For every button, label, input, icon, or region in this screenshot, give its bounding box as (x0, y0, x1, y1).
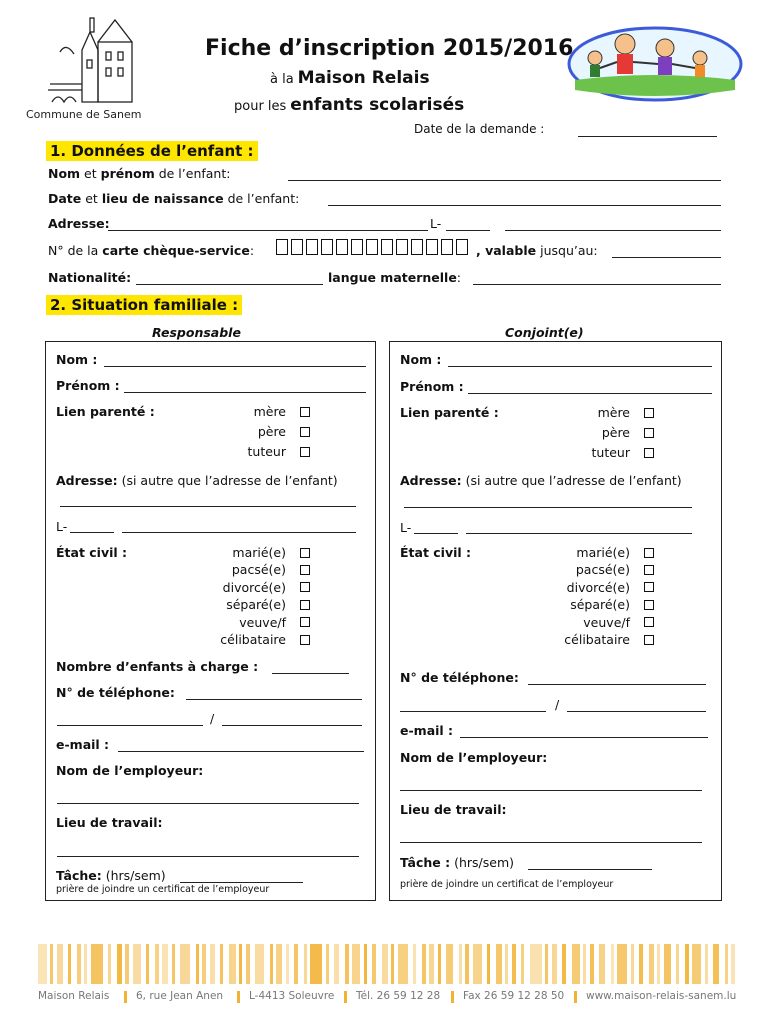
conj-telephone3-field[interactable] (567, 711, 706, 712)
resp-etat-label: État civil : (56, 545, 128, 560)
card-digit-box[interactable] (351, 239, 363, 255)
resp-localite-field[interactable] (122, 532, 356, 533)
resp-lien-option-label: mère (253, 404, 286, 419)
form-subtitle-1: à la Maison Relais (270, 68, 430, 88)
localite-field[interactable] (505, 230, 721, 231)
footer-stripe (117, 944, 122, 984)
code-postal-field[interactable] (446, 230, 490, 231)
conj-etat-option-label: marié(e) (576, 545, 630, 560)
footer-stripe (255, 944, 264, 984)
conj-etat-option-label: divorcé(e) (566, 579, 630, 595)
conj-etat-option-label: veuve/f (583, 614, 630, 630)
conj-lien-option[interactable] (602, 425, 654, 440)
footer-stripe (446, 944, 453, 984)
footer-separator (574, 991, 577, 1003)
footer-stripe (617, 944, 627, 984)
section2-heading: 2. Situation familiale : (46, 295, 242, 315)
date-lieu-field[interactable] (328, 205, 721, 206)
footer-stripe (202, 944, 206, 984)
footer-stripe (326, 944, 329, 984)
conj-email-field[interactable] (460, 737, 708, 738)
conj-localite-field[interactable] (466, 533, 692, 534)
footer-item: Tél. 26 59 12 28 (356, 990, 441, 1002)
conj-etat-label: État civil : (400, 545, 472, 560)
resp-telephone-slash: / (210, 711, 215, 726)
conjoint-frame (389, 341, 722, 901)
resp-prenom-field[interactable] (124, 392, 366, 393)
footer-stripe (133, 944, 141, 984)
footer-stripe (572, 944, 580, 984)
adresse-lprefix: L- (430, 216, 442, 231)
checkbox[interactable] (644, 408, 654, 418)
resp-etat-option-label: célibataire (220, 632, 286, 647)
checkbox[interactable] (644, 617, 654, 627)
checkbox[interactable] (300, 582, 310, 592)
conj-etat-option[interactable] (576, 562, 654, 577)
footer-item: Maison Relais (38, 990, 110, 1002)
resp-nom-label: Nom : (56, 352, 98, 367)
resp-email-field[interactable] (118, 751, 364, 752)
resp-lien-label: Lien parenté : (56, 404, 155, 419)
conj-lien-option-label: tuteur (591, 445, 630, 460)
footer-stripe (68, 944, 71, 984)
resp-telephone-field[interactable] (186, 699, 362, 700)
conj-lien-label: Lien parenté : (400, 405, 499, 420)
footer-stripe (210, 944, 215, 984)
footer-stripe (334, 944, 339, 984)
footer-stripe (473, 944, 482, 984)
conj-etat-option[interactable] (564, 632, 654, 647)
checkbox[interactable] (644, 582, 654, 592)
date-lieu-label: Date et lieu de naissance de l’enfant: (48, 191, 300, 206)
footer-stripe (545, 944, 548, 984)
checkbox[interactable] (300, 635, 310, 645)
langue-field[interactable] (473, 284, 721, 285)
footer-stripe (229, 944, 236, 984)
footer-stripe (713, 944, 719, 984)
conj-etat-option[interactable] (576, 545, 654, 560)
resp-adresse-label: Adresse: (si autre que l’adresse de l’enfant) (56, 473, 338, 488)
footer-stripe (352, 944, 360, 984)
footer-stripe (172, 944, 175, 984)
resp-lieu-travail-field[interactable] (57, 856, 359, 857)
nom-prenom-label: Nom et prénom de l’enfant: (48, 166, 231, 181)
footer-stripe (91, 944, 103, 984)
footer-stripe (180, 944, 190, 984)
footer-stripe (294, 944, 298, 984)
resp-employeur-field[interactable] (57, 803, 359, 804)
resp-adresse-field[interactable] (60, 506, 356, 507)
resp-tache-label: Tâche: (hrs/sem) (56, 868, 166, 883)
conj-adresse-label: Adresse: (si autre que l’adresse de l’enfant) (400, 473, 682, 488)
resp-nb-enfants-label: Nombre d’enfants à charge : (56, 659, 259, 674)
resp-lieu-travail-label: Lieu de travail: (56, 815, 163, 830)
resp-etat-option-label: veuve/f (239, 614, 286, 630)
children-illustration (565, 22, 745, 102)
footer-item: 6, rue Jean Anen (136, 990, 224, 1002)
conj-etat-option-label: célibataire (564, 632, 630, 647)
footer-separator (451, 991, 454, 1003)
footer-stripe (220, 944, 223, 984)
resp-etat-option-label: marié(e) (232, 545, 286, 560)
checkbox[interactable] (300, 447, 310, 457)
checkbox[interactable] (300, 548, 310, 558)
footer-item: Fax 26 59 12 28 50 (463, 990, 565, 1002)
footer-stripe (496, 944, 502, 984)
footer-stripe (246, 944, 250, 984)
conj-prenom-field[interactable] (468, 393, 712, 394)
conj-etat-option-label: séparé(e) (570, 597, 630, 613)
checkbox[interactable] (300, 407, 310, 417)
nationalite-field[interactable] (136, 284, 323, 285)
resp-telephone3-field[interactable] (222, 725, 362, 726)
footer-item[interactable]: www.maison-relais-sanem.lu (586, 990, 737, 1002)
adresse-field[interactable] (108, 230, 428, 231)
checkbox[interactable] (644, 600, 654, 610)
conj-certif-note: prière de joindre un certificat de l’employeur (400, 879, 614, 890)
commune-name: Commune de Sanem (26, 108, 142, 121)
footer-separator (237, 991, 240, 1003)
footer-stripe (465, 944, 469, 984)
carte-cheque-label: N° de la carte chèque-service: (48, 243, 255, 258)
footer-stripe (692, 944, 701, 984)
resp-etat-option-label: divorcé(e) (222, 579, 286, 595)
resp-lien-option-label: tuteur (247, 444, 286, 459)
footer-stripe (196, 944, 199, 984)
conj-etat-option[interactable] (570, 597, 654, 612)
resp-etat-option[interactable] (232, 562, 310, 577)
checkbox[interactable] (644, 565, 654, 575)
card-digit-box[interactable] (291, 239, 303, 255)
footer-stripe (429, 944, 434, 984)
resp-employeur-label: Nom de l’employeur: (56, 763, 204, 778)
checkbox[interactable] (644, 428, 654, 438)
resp-etat-option-label: pacsé(e) (231, 562, 286, 578)
footer-stripe (77, 944, 81, 984)
checkbox[interactable] (300, 565, 310, 575)
conj-lien-option-label: mère (597, 405, 630, 420)
conj-tache-label: Tâche : (hrs/sem) (400, 855, 515, 870)
footer-stripe (391, 944, 394, 984)
checkbox[interactable] (300, 617, 310, 627)
checkbox[interactable] (644, 448, 654, 458)
card-digit-box[interactable] (441, 239, 453, 255)
footer-stripe (562, 944, 566, 984)
form-title: Fiche d’inscription 2015/2016 (205, 36, 574, 61)
footer-stripe (108, 944, 111, 984)
resp-email-label: e-mail : (56, 737, 110, 752)
resp-lien-option-label: père (257, 424, 286, 439)
nationalite-label: Nationalité: (48, 270, 132, 285)
resp-code-postal-field[interactable] (70, 532, 114, 533)
footer-stripe (631, 944, 634, 984)
footer-stripe (487, 944, 490, 984)
resp-nom-field[interactable] (104, 366, 366, 367)
footer-stripe (512, 944, 516, 984)
conj-lieu-travail-field[interactable] (400, 842, 702, 843)
conj-lien-option[interactable] (592, 445, 654, 460)
conj-email-label: e-mail : (400, 723, 454, 738)
footer-stripe (685, 944, 689, 984)
footer-stripe (422, 944, 426, 984)
footer-stripe (725, 944, 728, 984)
section1-heading: 1. Données de l’enfant : (46, 141, 258, 161)
conj-tache-field[interactable] (528, 869, 652, 870)
conj-nom-label: Nom : (400, 352, 442, 367)
footer-stripe (657, 944, 660, 984)
resp-etat-option[interactable] (226, 597, 310, 612)
conj-telephone2-field[interactable] (400, 711, 546, 712)
resp-lien-option[interactable] (254, 404, 310, 419)
conj-employeur-field[interactable] (400, 790, 702, 791)
footer-stripe (57, 944, 63, 984)
resp-etat-option[interactable] (220, 632, 310, 647)
checkbox[interactable] (644, 635, 654, 645)
resp-lien-option[interactable] (258, 424, 310, 439)
form-subtitle-2: pour les enfants scolarisés (234, 95, 465, 115)
card-digit-box[interactable] (336, 239, 348, 255)
footer-stripe (521, 944, 524, 984)
resp-etat-option-label: séparé(e) (226, 597, 286, 613)
col-conjoint-title: Conjoint(e) (505, 325, 584, 340)
footer-stripe (583, 944, 586, 984)
footer-stripe (530, 944, 542, 984)
footer-stripe (276, 944, 282, 984)
checkbox[interactable] (300, 600, 310, 610)
card-digit-box[interactable] (306, 239, 318, 255)
resp-certif-note: prière de joindre un certificat de l’employeur (56, 884, 270, 895)
footer-stripe (705, 944, 708, 984)
footer-stripe (372, 944, 376, 984)
resp-telephone-label: N° de téléphone: (56, 685, 175, 700)
footer-stripe (38, 944, 47, 984)
conj-prenom-label: Prénom : (400, 379, 464, 394)
footer-stripe (286, 944, 289, 984)
conj-telephone-slash: / (555, 697, 560, 712)
commune-logo (26, 12, 160, 127)
card-digit-box[interactable] (396, 239, 408, 255)
resp-prenom-label: Prénom : (56, 378, 120, 393)
nom-prenom-field[interactable] (288, 180, 721, 181)
card-digit-box[interactable] (426, 239, 438, 255)
footer-stripe (364, 944, 367, 984)
card-digit-box[interactable] (276, 239, 288, 255)
footer-stripe (270, 944, 273, 984)
footer-separator (344, 991, 347, 1003)
footer-stripe (599, 944, 605, 984)
footer-stripe (162, 944, 168, 984)
card-digit-box[interactable] (381, 239, 393, 255)
resp-etat-option[interactable] (223, 580, 310, 595)
valable-field[interactable] (612, 257, 721, 258)
card-digit-box[interactable] (366, 239, 378, 255)
conj-telephone-label: N° de téléphone: (400, 670, 519, 685)
footer-stripe (438, 944, 441, 984)
footer-stripe (345, 944, 349, 984)
carte-cheque-boxes[interactable] (276, 239, 471, 257)
conj-lien-option[interactable] (598, 405, 654, 420)
footer-stripe (639, 944, 643, 984)
resp-etat-option[interactable] (239, 615, 310, 630)
conj-telephone-field[interactable] (528, 684, 706, 685)
conj-adresse-field[interactable] (404, 507, 692, 508)
footer-stripes (38, 944, 733, 984)
footer-stripe (676, 944, 679, 984)
col-responsable-title: Responsable (152, 325, 241, 340)
date-demande-field[interactable] (578, 136, 717, 137)
conj-lieu-travail-label: Lieu de travail: (400, 802, 507, 817)
footer-stripe (664, 944, 671, 984)
checkbox[interactable] (300, 427, 310, 437)
footer-stripe (459, 944, 462, 984)
footer-stripe (398, 944, 408, 984)
resp-lprefix: L- (56, 519, 68, 534)
footer-stripe (731, 944, 735, 984)
date-demande-label: Date de la demande : (414, 122, 545, 136)
footer-stripe (125, 944, 129, 984)
footer-stripe (590, 944, 594, 984)
footer-stripe (505, 944, 508, 984)
card-digit-box[interactable] (456, 239, 468, 255)
conj-etat-option[interactable] (583, 615, 654, 630)
resp-nb-enfants-field[interactable] (272, 673, 349, 674)
card-digit-box[interactable] (411, 239, 423, 255)
resp-etat-option[interactable] (232, 545, 310, 560)
footer-stripe (304, 944, 307, 984)
adresse-label: Adresse: (48, 216, 110, 231)
langue-label: langue maternelle: (328, 270, 462, 285)
footer-separator (124, 991, 127, 1003)
conj-code-postal-field[interactable] (414, 533, 458, 534)
resp-tache-field[interactable] (180, 882, 303, 883)
conj-etat-option[interactable] (567, 580, 654, 595)
footer-stripe (50, 944, 53, 984)
valable-label: , valable jusqu’au: (476, 243, 598, 258)
footer-stripe (155, 944, 159, 984)
conj-lprefix: L- (400, 520, 412, 535)
checkbox[interactable] (644, 548, 654, 558)
footer-stripe (310, 944, 322, 984)
conj-employeur-label: Nom de l’employeur: (400, 750, 548, 765)
footer-stripe (552, 944, 557, 984)
resp-lien-option[interactable] (248, 444, 310, 459)
footer-stripe (239, 944, 242, 984)
footer-stripe (611, 944, 614, 984)
resp-telephone2-field[interactable] (57, 725, 203, 726)
conj-etat-option-label: pacsé(e) (575, 562, 630, 578)
conj-lien-option-label: père (601, 425, 630, 440)
footer-stripe (146, 944, 149, 984)
footer-stripe (649, 944, 654, 984)
footer-stripe (382, 944, 388, 984)
footer-item: L-4413 Soleuvre (249, 990, 335, 1002)
card-digit-box[interactable] (321, 239, 333, 255)
conj-nom-field[interactable] (448, 366, 712, 367)
footer-stripe (84, 944, 87, 984)
footer-stripe (413, 944, 416, 984)
footer-contact (38, 990, 738, 1006)
